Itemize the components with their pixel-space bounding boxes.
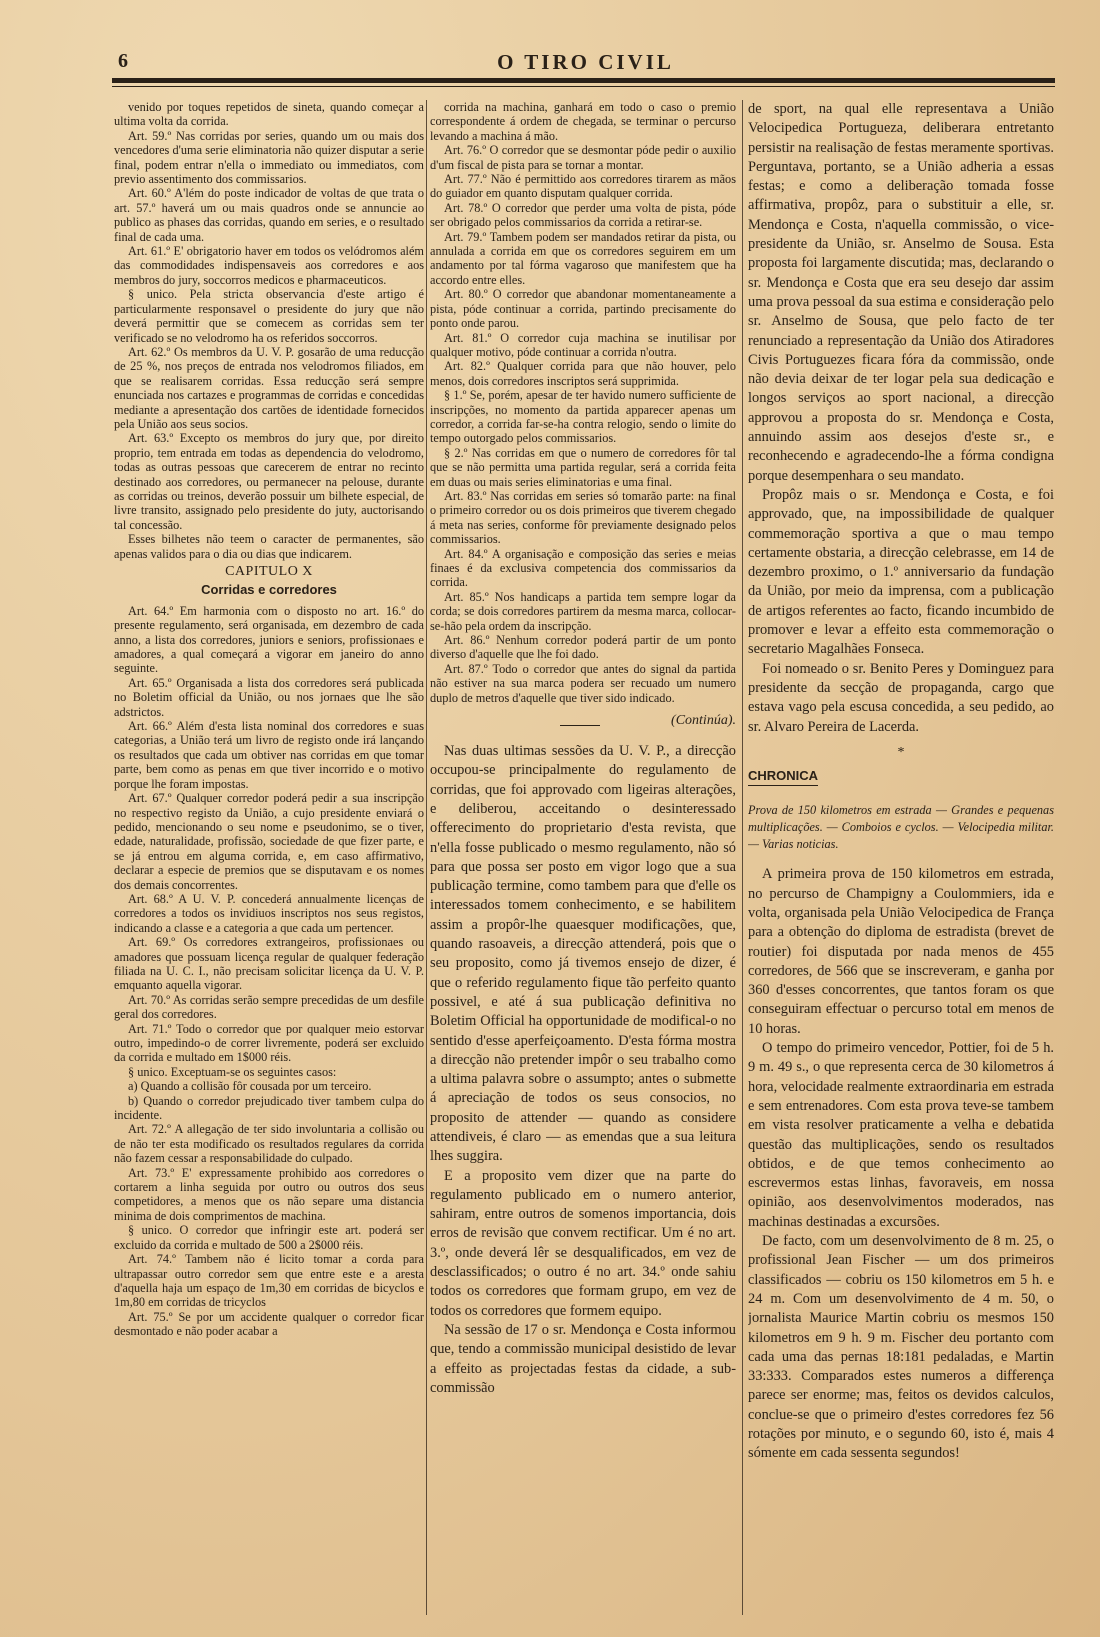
paragraph: Art. 87.º Todo o corredor que antes do signal da partida não estiver na sua marca podera ser recuado um numero duplo de metros d'aquelle que tiver sido indicado.	[430, 661, 736, 705]
paragraph: § 1.º Se, porém, apesar de ter havido numero sufficiente de inscripções, no momento da partida apparecer apenas um corredor, a corrida far-se-ha contra relogio, sendo o limite do tempo outorgado pelos commissarios.	[430, 388, 736, 446]
paragraph: Art. 68.º A U. V. P. concederá annualmente licenças de corredores a todos os invidiuos inscriptos nos seus registos, indicando a classe e a categoria a que cada um pertencer.	[114, 891, 424, 935]
spacer	[748, 853, 1054, 865]
column-1	[114, 100, 424, 1620]
paragraph: Propôz mais o sr. Mendonça e Costa, e foi approvado, que, na impossibilidade de qualquer commemoração sportiva a que o mau tempo certamente obstaria, a direcção celebrasse, em 14 de dezembro proximo, o 1.º anniversario da fundação da União, por meio da imprensa, com a publicação de artigos referentes ao facto, ficando incumbido de promover e levar a effeito esta commemoração o secretario Magalhães Fonseca.	[748, 486, 1054, 658]
continued-note: (Continúa).	[671, 713, 736, 729]
paragraph: § unico. O corredor que infringir este art. poderá ser excluido da corrida e multado de 500 a 2$000 réis.	[114, 1223, 424, 1252]
paragraph: § unico. Pela stricta observancia d'este artigo é particularmente responsavel o presidente do jury que não deverá permittir que se comecem as corridas sem ter verificado se no velodromo ha os referidos soccorros.	[114, 287, 424, 345]
paragraph: Art. 59.º Nas corridas por series, quando um ou mais dos vencedores d'uma serie eliminatoria não quizer disputar a serie final, podem entrar n'ella o immediato ou immediatos, com previo assentimento dos commissarios.	[114, 128, 424, 187]
section-title: Corridas e corredores	[201, 582, 337, 598]
separator-rule	[560, 725, 600, 726]
paragraph: Art. 81.º O corredor cuja machina se inutilisar por qualquer motivo, póde continuar a corrida n'outra.	[430, 330, 736, 359]
paragraph: Art. 72.º A allegação de ter sido involuntaria a collisão ou de não ter esta modificado os resultados regulares da corrida não fazem cessar a responsabilidade do culpado.	[114, 1122, 424, 1166]
chapter-heading: CAPITULO X	[225, 564, 313, 579]
paragraph: Nas duas ultimas sessões da U. V. P., a direcção occupou-se principalmente do regulamento de corridas, que foi approvado com ligeiras alterações, e deliberou, acceitando o desinteressado offerecimento do proprietario d'esta revista, que n'ella fosse publicado o mesmo regulamento, não só para que possa ser posto em vigor logo que a sua publicação termine, como tambem para que d'elle os interessados tomem conhecimento, e se habilitem assim a propôr-lhe quaesquer modificações, que, quando rasoaveis, a direcção attenderá, pois que o seu proposito, como já tivemos ensejo de dizer, é que o referido regulamento fique tão perfeito quanto possivel, e até á sua publicação definitiva no Boletim Official ha opportunidade de modifical-o no sentido d'esse aperfeiçoamento. D'esta fórma mostra a direcção não pretender impôr o seu trabalho como a ultima palavra sobre o assumpto; antes o submette á apreciação de todos os seus consocios, no proposito de attender — quando as considere attendiveis, é claro — as emendas que a sua leitura lhes suggira.	[430, 743, 736, 1165]
header-rule-thick	[112, 78, 1055, 83]
page-number: 6	[118, 50, 128, 72]
paragraph: Art. 67.º Qualquer corredor poderá pedir a sua inscripção no respectivo registo da União, a cujo presidente enviará o pedido, mencionando o seu nome e pseudonimo, se o tiver, edade, naturalidade, profissão, sociedade de que fizer parte, e se já entrou em alguma corrida, e, em caso affirmativo, declarar a especie de premios que se disputavam e os nomes dos demais concorrentes.	[114, 791, 424, 892]
paragraph: Art. 73.º E' expressamente prohibido aos corredores o cortarem a linha seguida por outro ou outros dos seus competidores, a menos que os não separe uma distancia minima de dois comprimentos de machina.	[114, 1165, 424, 1223]
paragraph: O tempo do primeiro vencedor, Pottier, foi de 5 h. 9 m. 49 s., o que representa cerca de 30 kilometros á hora, velocidade realmente extraordinaria em estrada e sem entrenadores. Com esta prova teve-se tambem em vista resolver praticamente a velha e debatida questão das multiplicações, sendo os resultados obtidos, e de que temos conhecimento ao escrevermos estas linhas, favoraveis, em nossa opinião, aos desenvolvimentos moderados, nas machinas destinadas a excursões.	[748, 1040, 1054, 1230]
paragraph: b) Quando o corredor prejudicado tiver tambem culpa do incidente.	[114, 1093, 424, 1123]
column-3	[748, 100, 1054, 1620]
paragraph: Art. 80.º O corredor que abandonar momentaneamente a pista, póde continuar a corrida, partindo precisamente do ponto onde parou.	[430, 287, 736, 331]
paragraph: Art. 64.º Em harmonia com o disposto no art. 16.º do presente regulamento, será organisada, em dezembro de cada anno, a lista dos corredores, juniors e seniors, profissionaes e amadores, a qual começará a vigorar em janeiro do anno seguinte.	[114, 603, 424, 676]
paragraph: Art. 62.º Os membros da U. V. P. gosarão de uma reducção de 25 %, nos preços de entrada nos velodromos filiados, em que se realisarem corridas. Essa reducção será sempre enunciada nos cartazes e programmas de corridas e concedidas mediante a apresentação dos cartões de identidade fornecidos pela União aos seus socios.	[114, 344, 424, 431]
paragraph: a) Quando a collisão fôr cousada por um terceiro.	[128, 1079, 372, 1094]
paragraph: Art. 84.º A organisação e composição das series e meias finaes é da exclusiva competencia dos commissarios da corrida.	[430, 546, 736, 590]
paragraph: § 2.º Nas corridas em que o numero de corredores fôr tal que se não permitta uma partida regular, será a corrida feita em duas ou mais series eliminatorias e uma final.	[430, 445, 736, 489]
header-rule-thin	[112, 86, 1055, 87]
section-asterisk: *	[897, 744, 905, 760]
journal-title: O TIRO CIVIL	[497, 50, 674, 74]
paragraph: Art. 78.º O corredor que perder uma volta de pista, póde ser obrigado pelos commissarios da corrida a retirar-se.	[430, 200, 736, 230]
column-2	[430, 100, 736, 1620]
paragraph: Art. 71.º Todo o corredor que por qualquer meio estorvar outro, impedindo-o de correr livremente, poderá ser excluido da corrida e multado em 1$000 réis.	[114, 1021, 424, 1065]
paragraph: A primeira prova de 150 kilometros em estrada, no percurso de Champigny a Coulommiers, ida e volta, organisada pela União Velocipedica de França para a obtenção do diploma de estradista (brevet de routier) foi disputada por nada menos de 455 corredores, de 566 que se inscreveram, e ganha por 360 d'esses concorrentes, que tantos foram os que conseguiram effectuar o percurso total em menos de 10 horas.	[748, 866, 1054, 1037]
paragraph: Art. 83.º Nas corridas em series só tomarão parte: na final o primeiro corredor ou os dois primeiros que tiverem chegado á meta nas series, conforme fôr previamente designado pelos commissarios.	[430, 488, 736, 547]
paragraph: de sport, na qual elle representava a União Velocipedica Portugueza, deliberara entretanto persistir na realisação de festas meramente sportivas. Perguntava, portanto, se a União adheria a essas festas; e como a deliberação tomada fosse affirmativa, propôz, para o substituir a elle, sr. Mendonça e Costa, n'aquella commissão, o vice-presidente da União, sr. Anselmo de Sousa. Esta proposta foi largamente discutida; mas, declarando o sr. Mendonça e Costa que era seu desejo dar assim uma prova pessoal da sua estima e consideração pelo sr. Anselmo de Sousa, que pelo facto de ter renunciado a representação da União dos Atiradores Civis Portuguezes ficara fóra da commissão, onde não devia deixar de ter logar pela sua dedicação e longos serviços ao sport nacional, a direcção approvou a proposta do sr. Mendonça e Costa, annuindo assim aos desejos d'este sr., e reconhecendo e agradecendo-lhe a fórma condigna porque desempenhara o seu mandato.	[748, 101, 1054, 484]
paragraph: Art. 66.º Além d'esta lista nominal dos corredores e suas categorias, a União terá um livro de registo onde irá lançando os resultados que cada um obtiver nas corridas em que tomar parte, bem como as penas em que tiver incorrido e o motivo porque lhe foram impostas.	[114, 719, 424, 791]
paragraph: Foi nomeado o sr. Benito Peres y Dominguez para presidente da secção de propaganda, cargo que estava vago pela escusa concedida, a seu pedido, ao sr. Alvaro Pereira de Lacerda.	[748, 660, 1054, 735]
paragraph: Art. 79.º Tambem podem ser mandados retirar da pista, ou annulada a corrida em que os corredores seguirem em um andamento por tal fórma vagaroso que manifestem que ha accordo entre elles.	[430, 229, 736, 287]
paragraph: Art. 82.º Qualquer corrida para que não houver, pelo menos, dois corredores inscriptos será supprimida.	[430, 359, 736, 388]
paragraph: Art. 76.º O corredor que se desmontar póde pedir o auxilio d'um fiscal de pista para se tornar a montar.	[430, 143, 736, 172]
paragraph: E a proposito vem dizer que na parte do regulamento publicado em o numero anterior, sahiram, entre outros de somenos importancia, dois erros de revisão que convem rectificar. Um é no art. 3.º, onde deverá lêr se desqualificados, em vez de desclassificados; o outro é no art. 34.º onde sahiu todos os corredores que formam grupo, em vez de todos os corredores que formem equipo.	[430, 1167, 736, 1319]
paragraph: Esses bilhetes não teem o caracter de permanentes, são apenas validos para o dia ou dias que indicarem.	[114, 532, 424, 561]
chronica-title: CHRONICA	[748, 766, 818, 786]
paragraph: Art. 74.º Tambem não é licito tomar a corda para ultrapassar outro corredor sem que entre este e a aresta d'aquella haja um espaço de 1m,30 em corridas de bicyclos e 1m,80 em corridas de tricyclos	[114, 1252, 424, 1310]
paragraph: Art. 63.º Excepto os membros do jury que, por direito proprio, tem entrada em todas as dependencia do velodromo, todas as outras pessoas que carecerem de entrar no recinto destinado aos corredores, ou permanecer na pelouse, durante as corridas ou treinos, deverão possuir um bilhete especial, de livre transito, assignado pelo presidente do juty, auctorisando tal concessão.	[114, 431, 424, 532]
paragraph: § unico. Exceptuam-se os seguintes casos:	[128, 1064, 337, 1079]
paragraph: venido por toques repetidos de sineta, quando começar a ultima volta da corrida.	[114, 100, 424, 129]
paragraph: corrida na machina, ganhará em todo o caso o premio correspondente á ordem de chegada, se terminar o percurso levando a machina á mão.	[430, 100, 736, 143]
column-divider	[742, 100, 743, 1615]
paragraph: Art. 70.º As corridas serão sempre precedidas de um desfile geral dos corredores.	[114, 992, 424, 1022]
paragraph: Art. 69.º Os corredores extrangeiros, profissionaes ou amadores que possuam licença regular de qualquer federação filiada na U. C. I., não precisam solicitar licença da U. V. P. emquanto aquella vigorar.	[114, 935, 424, 993]
chronica-summary: Prova de 150 kilometros em estrada — Grandes e pequenas multiplicações. — Comboios e cyclos. — Velocipedia militar. — Varias noticias.	[748, 803, 1054, 852]
paragraph: Art. 77.º Não é permittido aos corredores tirarem as mãos do guiador em quanto disputam qualquer corrida.	[430, 172, 736, 201]
paragraph: Art. 85.º Nos handicaps a partida tem sempre logar da corda; se dois corredores partirem da mesma marca, collocar-se-hão pela ordem da inscripção.	[430, 589, 736, 633]
paragraph: Art. 60.º A'lém do poste indicador de voltas de que trata o art. 57.º haverá um ou mais quadros onde se annuncie ao publico as phases das corridas, quando em series, e o resultado final de cada uma.	[114, 186, 424, 244]
paragraph: Art. 65.º Organisada a lista dos corredores será publicada no Boletim official da União, ou nos jornaes que lhe são adstrictos.	[114, 675, 424, 719]
news-section	[430, 742, 736, 1398]
regulation-continuation	[430, 100, 736, 705]
page-header	[118, 50, 1053, 78]
paragraph: Na sessão de 17 o sr. Mendonça e Costa informou que, tendo a commissão municipal desistido de levar a effeito as projectadas festas da cidade, a sub-commissão	[430, 1321, 736, 1396]
paragraph: Art. 86.º Nenhum corredor poderá partir de um ponto diverso d'aquelle que lhe foi dado.	[430, 633, 736, 662]
paragraph: De facto, com um desenvolvimento de 8 m. 25, o profissional Jean Fischer — um dos primeiros classificados — cobriu os 150 kilometros em 5 h. e 24 m. Com um desenvolvimento de 4 m. 50, o jornalista Maurice Martin cobriu os mesmos 150 kilometros em 9 h. 9 m. Fischer deu portanto com cada uma das pernas 18:181 pedaladas, e Martin 33:333. Comparados estes numeros a differença parece ser enorme; mas, feitos os devidos calculos, conclue-se que o primeiro d'estes corredores fez 56 rotações por minuto, e o segundo 60, isto é, mais 4 sómente em cada sessenta segundos!	[748, 1233, 1054, 1462]
column-divider	[426, 100, 427, 1615]
paragraph: Art. 61.º E' obrigatorio haver em todos os velódromos além das commodidades indispensaveis aos corredores e aos membros do jury, soccorros medicos e pharmaceuticos.	[114, 244, 424, 287]
paragraph: Art. 75.º Se por um accidente qualquer o corredor ficar desmontado e não poder acabar a	[114, 1309, 424, 1339]
